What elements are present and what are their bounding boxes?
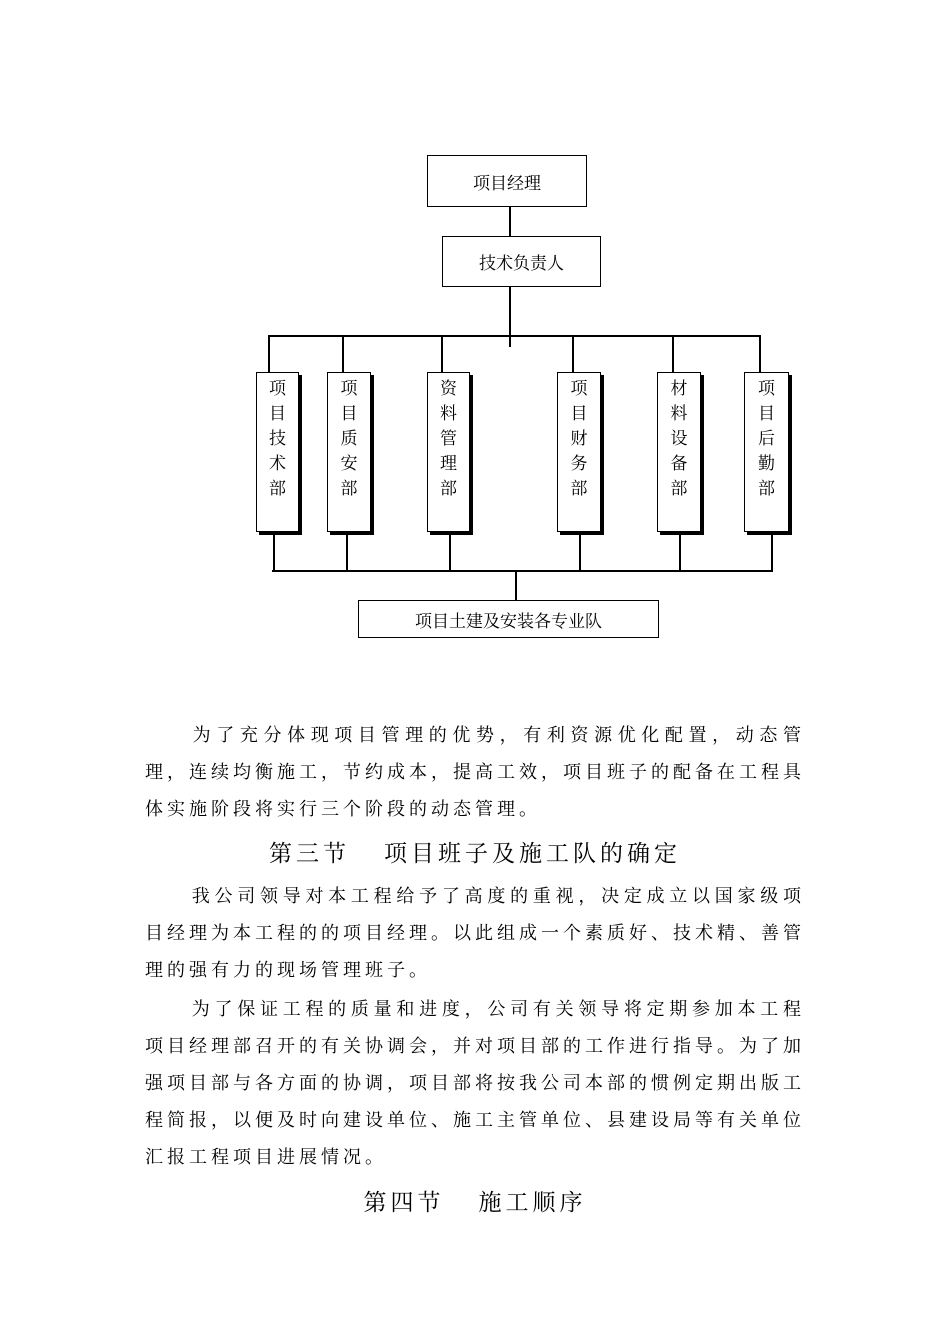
dept-char: 项 [340, 379, 358, 399]
dept-char: 目 [758, 404, 775, 424]
department-box-records [427, 372, 470, 532]
department-box-quality [327, 372, 371, 532]
dept-char: 部 [570, 479, 588, 499]
paragraph-text: 我公司领导对本工程给予了高度的重视，决定成立以国家级项目经理为本工程的的项目经理。以此组成一个素质好、技术精、善管理的强有力的现场管理班子。 [145, 886, 805, 981]
dept-char: 勤 [758, 454, 775, 474]
connector-line [268, 335, 270, 372]
dept-char: 术 [269, 454, 286, 474]
dept-char: 部 [269, 479, 286, 499]
technical-lead-box [442, 236, 601, 287]
department-box-logistics [744, 372, 789, 532]
connector-line [509, 287, 511, 347]
connector-line [441, 335, 443, 372]
dept-char: 部 [440, 479, 457, 499]
paragraph-text: 为了充分体现项目管理的优势，有利资源优化配置，动态管理，连续均衡施工，节约成本，提高工效，项目班子的配备在工程具体实施阶段将实行三个阶段的动态管理。 [145, 725, 805, 820]
project-manager-box [427, 155, 587, 207]
connector-line [342, 335, 344, 372]
connector-line [679, 534, 681, 572]
construction-teams-box [358, 600, 659, 638]
paragraph-team-setup [145, 878, 805, 989]
dept-char: 后 [758, 429, 775, 449]
dept-char: 目 [269, 404, 286, 424]
section-heading-4 [0, 1184, 950, 1217]
connector-line [272, 570, 773, 572]
section-title: 项目班子及施工队的确定 [384, 841, 681, 867]
project-manager-label: 项目经理 [473, 173, 541, 194]
connector-line [449, 534, 451, 572]
technical-lead-label: 技术负责人 [479, 254, 564, 274]
dept-char: 项 [269, 379, 286, 399]
department-box-finance [557, 372, 601, 532]
dept-char: 安 [340, 454, 358, 474]
connector-line [572, 335, 574, 372]
connector-line [759, 335, 761, 372]
dept-char: 部 [758, 479, 775, 499]
construction-teams-label: 项目土建及安装各专业队 [415, 611, 602, 632]
dept-char: 部 [340, 479, 358, 499]
connector-line [579, 534, 581, 572]
dept-char: 技 [269, 429, 286, 449]
dept-char: 项 [758, 379, 775, 399]
section-title: 施工顺序 [478, 1190, 587, 1216]
department-box-materials [657, 372, 701, 532]
connector-line [771, 534, 773, 572]
connector-line [672, 335, 674, 372]
dept-char: 理 [440, 454, 457, 474]
dept-char: 材 [670, 379, 688, 399]
dept-char: 质 [340, 429, 358, 449]
dept-char: 目 [340, 404, 358, 424]
dept-char: 设 [670, 429, 688, 449]
connector-line [273, 534, 275, 572]
dept-char: 项 [570, 379, 588, 399]
section-number: 第三节 [269, 841, 350, 867]
paragraph-text: 为了保证工程的质量和进度，公司有关领导将定期参加本工程项目经理部召开的有关协调会，并对项目部的工作进行指导。为了加强项目部与各方面的协调，项目部将按我公司本部的惯例定期出版工程简报，以便及时向建设单位、施工主管单位、县建设局等有关单位汇报工程项目进展情况。 [145, 999, 805, 1168]
department-box-tech [256, 372, 299, 532]
dept-char: 部 [670, 479, 688, 499]
section-heading-3 [0, 835, 950, 868]
dept-char: 料 [440, 404, 457, 424]
paragraph-coordination [145, 991, 805, 1176]
dept-char: 财 [570, 429, 588, 449]
dept-char: 备 [670, 454, 688, 474]
dept-char: 管 [440, 429, 457, 449]
dept-char: 资 [440, 379, 457, 399]
section-number: 第四节 [363, 1190, 445, 1216]
connector-line [346, 534, 348, 572]
connector-line [509, 207, 511, 236]
dept-char: 料 [670, 404, 688, 424]
paragraph-resource-management [145, 717, 805, 828]
dept-char: 目 [570, 404, 588, 424]
connector-line [515, 570, 517, 600]
dept-char: 务 [570, 454, 588, 474]
